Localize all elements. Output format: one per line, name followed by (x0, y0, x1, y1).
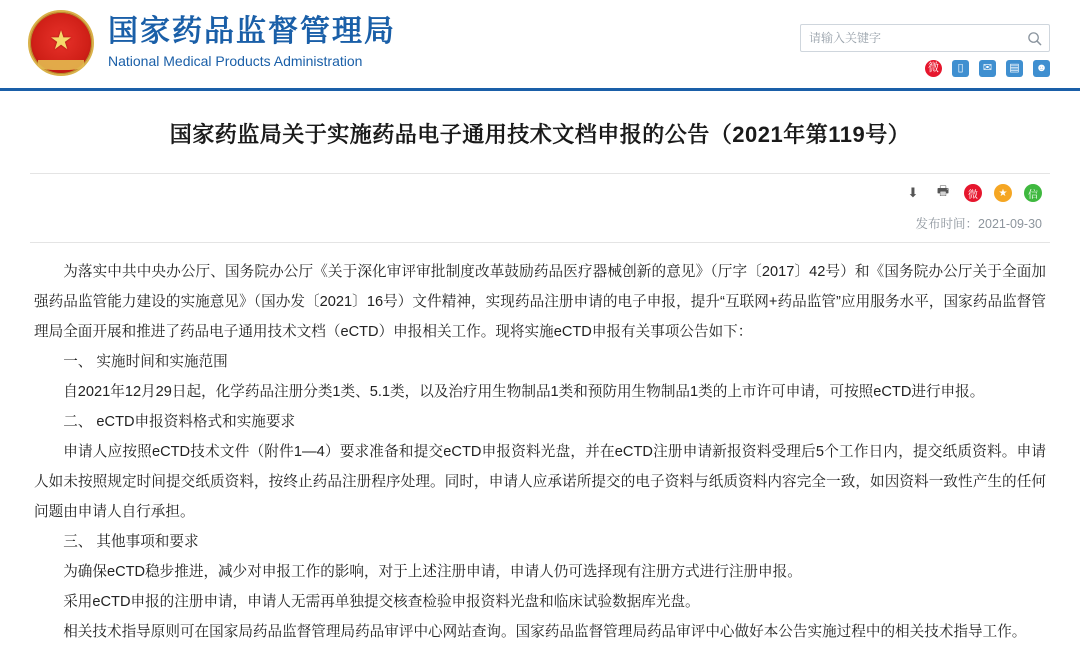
favorite-icon[interactable]: ★ (994, 184, 1012, 202)
wechat-share-icon[interactable]: 信 (1024, 184, 1042, 202)
article-paragraph: 为落实中共中央办公厅、国务院办公厅《关于深化审评审批制度改革鼓励药品医疗器械创新的意见》（厅字〔2017〕42号）和《国务院办公厅关于全面加强药品监管能力建设的实施意见》（国办发〔2021〕16号）文件精神，实现药品注册申请的电子申报，提升“互联网+药品监管”应用服务水平，国家药品监督管理局全面开展和推进了药品电子通用技术文档（eCTD）申报相关工作。现将实施eCTD申报有关事项公告如下： (34, 264, 1046, 340)
brand-title-cn: 国家药品监督管理局 (108, 15, 396, 48)
brand-text (108, 15, 396, 71)
publish-time-label: 发布时间： (915, 217, 979, 231)
national-emblem-icon (28, 10, 94, 76)
search-icon[interactable] (1019, 25, 1049, 51)
weibo-share-icon[interactable]: 微 (964, 184, 982, 202)
search-box[interactable] (800, 24, 1050, 52)
article-paragraph: 相关技术指导原则可在国家局药品监督管理局药品审评中心网站查询。国家药品监督管理局药品审评中心做好本公告实施过程中的相关技术指导工作。 (63, 624, 1027, 640)
article-paragraph: 申请人应按照eCTD技术文件（附件1—4）要求准备和提交eCTD申报资料光盘，并在eCTD注册申请新报资料受理后5个工作日内，提交纸质资料。申请人如未按照规定时间提交纸质资料，按终止药品注册程序处理。同时，申请人应承诺所提交的电子资料与纸质资料内容完全一致，如因资料一致性产生的任何问题由申请人自行承担。 (34, 444, 1046, 520)
mail-icon[interactable]: ✉ (979, 60, 996, 77)
article-body (30, 243, 1050, 647)
article-paragraph: 为确保eCTD稳步推进，减少对申报工作的影响，对于上述注册申请，申请人仍可选择现有注册方式进行注册申报。 (63, 564, 802, 580)
publish-time-value: 2021-09-30 (978, 217, 1042, 231)
article-paragraph: 自2021年12月29日起，化学药品注册分类1类、5.1类，以及治疗用生物制品1类和预防用生物制品1类的上市许可申请，可按照eCTD进行申报。 (63, 384, 985, 400)
print-icon[interactable]: 🖶 (936, 183, 950, 198)
social-links (925, 60, 1050, 77)
article-paragraph: 采用eCTD申报的注册申请，申请人无需再单独提交核查检验申报资料光盘和临床试验数据库光盘。 (63, 594, 700, 610)
article (0, 91, 1080, 647)
article-paragraph: 二、 eCTD申报资料格式和实施要求 (63, 414, 296, 430)
mobile-icon[interactable]: ▯ (952, 60, 969, 77)
download-icon[interactable]: ⬇ (907, 185, 919, 200)
search-input[interactable] (801, 25, 1019, 51)
message-icon[interactable]: ▤ (1006, 60, 1023, 77)
page-title: 国家药监局关于实施药品电子通用技术文档申报的公告（2021年第119号） (169, 122, 911, 147)
emblem-ribbon (38, 60, 84, 70)
weibo-icon[interactable]: 微 (925, 60, 942, 77)
user-icon[interactable]: ☻ (1033, 60, 1050, 77)
site-header (0, 0, 1080, 91)
brand-title-en: National Medical Products Administration (108, 53, 363, 69)
site-brand[interactable] (28, 10, 396, 76)
article-toolbar (30, 173, 1050, 202)
article-paragraph: 一、 实施时间和实施范围 (63, 354, 228, 370)
article-paragraph: 三、 其他事项和要求 (63, 534, 199, 550)
publish-time (30, 202, 1050, 243)
